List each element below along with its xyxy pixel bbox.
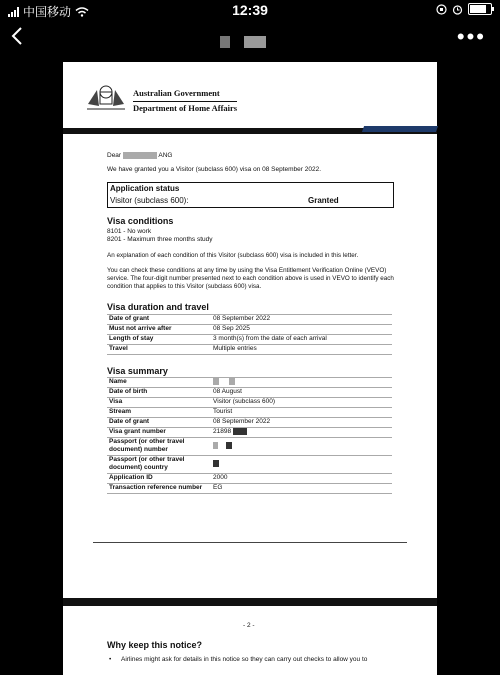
- summary-value: Tourist: [213, 408, 233, 415]
- summary-value: [213, 442, 232, 450]
- alarm-icon: [452, 4, 463, 15]
- summary-label: Visa grant number: [109, 428, 166, 435]
- salutation: [107, 152, 172, 160]
- visa-grant-letter-page-2: [63, 598, 437, 675]
- duration-value: 08 Sep 2025: [213, 325, 250, 332]
- vevo-paragraph: You can check these conditions at any time by using the Visa Entitlement Verification Online (VEVO) service. The four-digit number presented next to each condition above is used in VEVO to identify each condition that applies to this Visitor (subclass 600) visa.: [107, 267, 394, 290]
- carrier-name: 中国移动: [23, 5, 72, 19]
- header-accent-bar: [362, 126, 438, 132]
- grant-intro: We have granted you a Visitor (subclass 600) visa on 08 September 2022.: [107, 166, 322, 173]
- page-footer-line: [93, 542, 407, 543]
- orientation-lock-icon: [436, 4, 447, 15]
- duration-value: Multiple entries: [213, 345, 257, 352]
- conditions-heading: Visa conditions: [107, 216, 174, 226]
- status-bar: [0, 0, 500, 20]
- summary-label: Date of grant: [109, 418, 150, 425]
- salutation-text: Dear: [107, 152, 122, 160]
- status-value: Granted: [308, 196, 339, 205]
- more-dots-icon[interactable]: •••: [456, 24, 486, 49]
- summary-value: [213, 378, 235, 386]
- battery-icon: [468, 3, 492, 15]
- nav-title-redacted: [220, 36, 266, 48]
- summary-value: 08 August: [213, 388, 242, 395]
- summary-label: Date of birth: [109, 388, 148, 395]
- grant-number-partial: 21898: [213, 428, 232, 436]
- summary-label: Passport (or other travel document) number: [109, 438, 185, 453]
- application-id-partial: 2000: [213, 474, 228, 481]
- status-time: 12:39: [232, 2, 268, 18]
- row-divider: [107, 387, 392, 388]
- visa-grant-letter-page-1: [63, 62, 437, 598]
- status-heading: Application status: [110, 184, 180, 193]
- application-status-box: [107, 182, 394, 208]
- bullet-icon: •: [109, 656, 112, 663]
- page-number: - 2 -: [243, 622, 255, 629]
- summary-value: [213, 484, 222, 492]
- agency-line-1: Australian Government: [133, 88, 220, 98]
- summary-label: Passport (or other travel document) country: [109, 456, 185, 471]
- summary-label: Name: [109, 378, 127, 385]
- condition-item: 8201 - Maximum three months study: [107, 236, 213, 243]
- salutation-name: ANG: [158, 152, 173, 160]
- redacted-name: [123, 152, 157, 159]
- trn-partial: EG: [213, 484, 223, 491]
- duration-label: Length of stay: [109, 335, 154, 342]
- row-divider: [107, 407, 392, 408]
- summary-label: Application ID: [109, 474, 153, 481]
- redacted-block: [244, 36, 266, 48]
- duration-value: 08 September 2022: [213, 315, 271, 322]
- duration-label: Date of grant: [109, 315, 150, 322]
- status-icons: [436, 3, 492, 15]
- row-divider: [107, 493, 392, 494]
- duration-label: Must not arrive after: [109, 325, 172, 332]
- agency-divider: [133, 101, 237, 102]
- summary-label: Transaction reference number: [109, 484, 203, 491]
- redacted-block: [220, 36, 230, 48]
- summary-value: [213, 428, 247, 436]
- summary-label: Visa: [109, 398, 123, 405]
- keep-notice-heading: Why keep this notice?: [107, 640, 203, 650]
- back-chevron-icon[interactable]: [10, 26, 36, 52]
- row-divider: [107, 354, 392, 355]
- condition-item: 8101 - No work: [107, 228, 152, 235]
- nav-bar: [0, 20, 500, 60]
- summary-value: 08 September 2022: [213, 418, 271, 425]
- row-divider: [107, 377, 392, 378]
- status-visa: Visitor (subclass 600):: [110, 196, 189, 205]
- agency-line-2: Department of Home Affairs: [133, 103, 238, 113]
- summary-label: Stream: [109, 408, 132, 415]
- conditions-explanation: An explanation of each condition of this Visitor (subclass 600) visa is included in this letter.: [107, 252, 359, 259]
- duration-heading: Visa duration and travel: [107, 302, 209, 312]
- summary-value: [213, 460, 219, 468]
- coat-of-arms-logo: [85, 82, 127, 112]
- summary-value: Visitor (subclass 600): [213, 398, 276, 405]
- summary-heading: Visa summary: [107, 366, 168, 376]
- keep-notice-bullet: Airlines might ask for details in this notice so they can carry out checks to allow you to: [121, 656, 368, 663]
- duration-value: 3 month(s) from the date of each arrival: [213, 335, 327, 342]
- agency-name: [133, 87, 237, 115]
- summary-value: [213, 474, 227, 482]
- duration-label: Travel: [109, 345, 128, 352]
